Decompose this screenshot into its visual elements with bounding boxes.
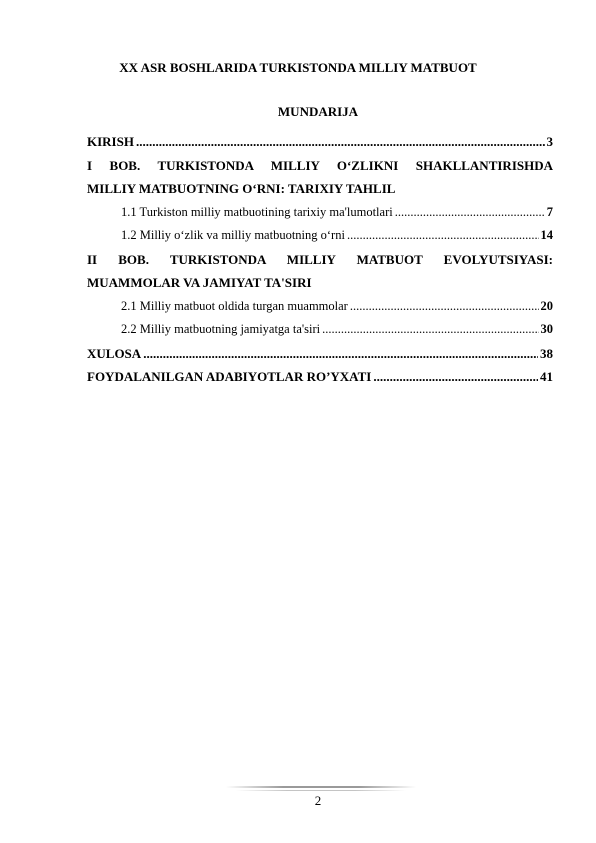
toc-entry-label: FOYDALANILGAN ADABIYOTLAR RO’YXATI — [87, 369, 372, 384]
dot-leader — [322, 318, 538, 342]
chapter1-title-line2[interactable]: MILLIY MATBUOTNING O‘RNI: TARIXIY TAHLIL — [87, 181, 396, 196]
toc-entry-label: 2.2 Milliy matbuotning jamiyatga ta'siri — [121, 322, 321, 336]
toc-entry-references[interactable] — [87, 365, 553, 389]
toc-entry-section-2-2[interactable] — [87, 318, 553, 342]
toc-entry-intro[interactable] — [87, 130, 553, 154]
footer-divider — [226, 786, 416, 788]
toc-entry-label: XULOSA — [87, 345, 142, 361]
toc-entry-label: 1.2 Milliy o‘zlik va milliy matbuotning o‘rni — [121, 228, 345, 242]
dot-leader — [350, 295, 539, 319]
toc-entry-page: 38 — [540, 345, 553, 361]
chapter2-title-line1[interactable]: II BOB. TURKISTONDA MILLIY MATBUOT EVOLYUTSIYASI: — [87, 251, 553, 267]
toc-entry-section-1-2[interactable] — [87, 224, 553, 248]
toc-entry-page: 7 — [546, 204, 553, 219]
page-number: 2 — [314, 793, 322, 808]
dot-leader — [136, 130, 545, 154]
toc-entry-label: KIRISH — [87, 134, 134, 149]
chapter2-title-line2[interactable]: MUAMMOLAR VA JAMIYAT TA'SIRI — [87, 275, 312, 290]
toc-entry-page: 20 — [540, 298, 553, 313]
toc-entry-conclusion[interactable] — [87, 342, 553, 366]
toc-entry-label: 1.1 Turkiston milliy matbuotining tarixiy ma'lumotlari — [121, 204, 393, 219]
toc-entry-page: 41 — [540, 369, 553, 384]
toc-entry-label: 2.1 Milliy matbuot oldida turgan muammolar — [121, 298, 348, 313]
toc-entry-page: 3 — [546, 134, 553, 149]
toc-entry-page: 30 — [540, 322, 553, 336]
toc-entry-page: 14 — [540, 228, 553, 242]
footer-divider-secondary — [236, 790, 406, 791]
dot-leader — [347, 224, 539, 248]
toc-entry-section-2-1[interactable] — [87, 295, 553, 319]
dot-leader — [373, 365, 538, 389]
toc-heading: MUNDARIJA — [277, 104, 359, 119]
dot-leader — [395, 201, 545, 225]
toc-entry-section-1-1[interactable] — [87, 201, 553, 225]
dot-leader — [143, 342, 538, 366]
chapter1-title-line1[interactable]: I BOB. TURKISTONDA MILLIY O‘ZLIKNI SHAKLLANTIRISHDA — [87, 157, 553, 173]
document-title: XX ASR BOSHLARIDA TURKISTONDA MILLIY MATBUOT — [119, 60, 477, 75]
table-of-contents — [87, 130, 553, 389]
